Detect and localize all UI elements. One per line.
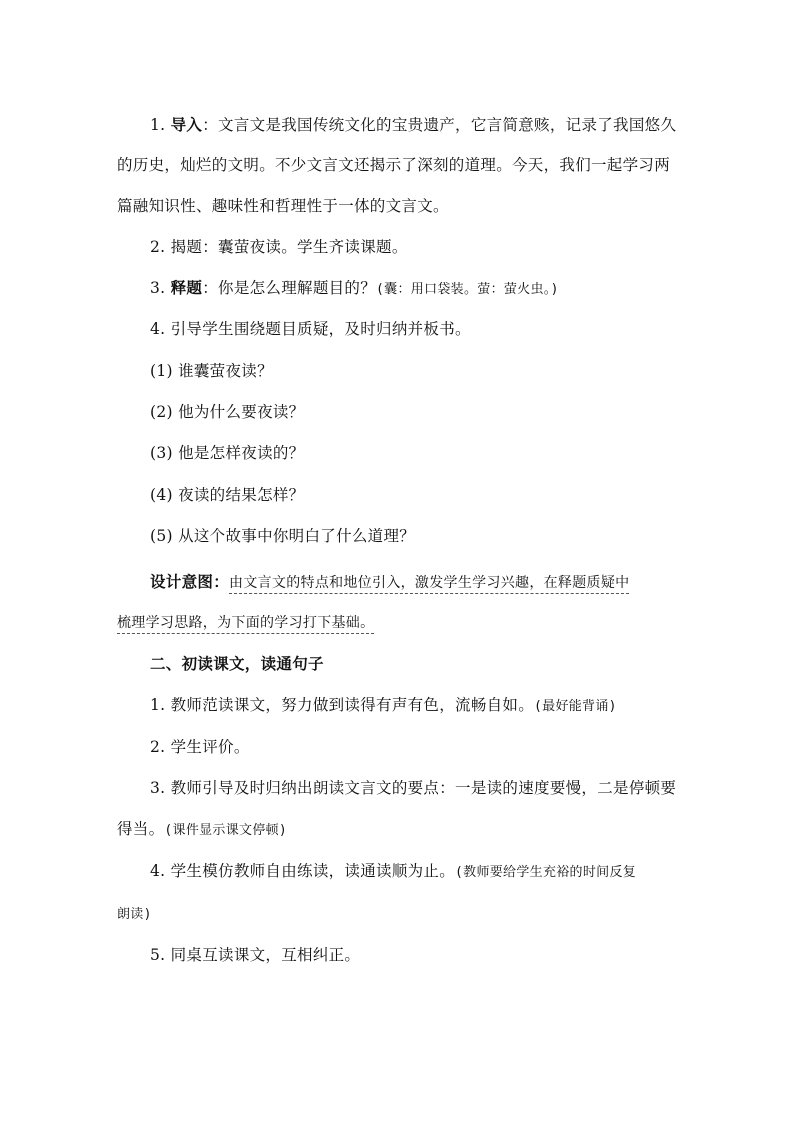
section-2-item-2: 2. 学生评价。 — [150, 738, 250, 756]
section-2-item-4-text-1: 4. 学生模仿教师自由练读，读通读顺为止。 — [150, 862, 456, 880]
intro-line-3: 篇融知识性、趣味性和哲理性于一体的文言文。 — [117, 197, 449, 215]
explain-text: ：你是怎么理解题目的？ — [202, 279, 377, 297]
intro-label: 导入 — [170, 115, 203, 134]
explain-topic — [150, 278, 730, 300]
section-2-item-4-line-1 — [150, 861, 730, 883]
intro-number: 1. — [150, 116, 166, 134]
design-intent-text-1: 由文言文的特点和地位引入，激发学生学习兴趣，在释题质疑中 — [229, 575, 629, 594]
explain-note: (囊：用口袋装。萤：萤火虫。) — [376, 282, 559, 297]
section-2-heading: 二、初读课文，读通句子 — [150, 654, 324, 673]
guide-line: 4. 引导学生围绕题目质疑，及时归纳并板书。 — [150, 320, 471, 338]
question-item-2: (2) 他为什么要夜读？ — [150, 403, 305, 421]
section-2-item-3-text-2: 得当。 — [117, 820, 165, 838]
section-2-item-4-text-2: 朗读) — [117, 907, 152, 922]
design-intent-text-2: 梳理学习思路，为下面的学习打下基础。 — [117, 615, 374, 634]
intro-text-1: 文言文是我国传统文化的宝贵遗产，它言简意赅，记录了我国悠久 — [218, 116, 677, 134]
section-2-item-1 — [150, 695, 730, 717]
question-item-5: (5) 从这个故事中你明白了什么道理？ — [150, 527, 416, 545]
explain-label: 释题 — [170, 278, 203, 297]
section-2-item-5: 5. 同桌互读课文，互相纠正。 — [150, 946, 361, 964]
intro-line-1 — [150, 115, 730, 135]
section-2-item-1-text: 1. 教师范读课文，努力做到读得有声有色，流畅自如。 — [150, 696, 535, 714]
question-item-1: (1) 谁囊萤夜读？ — [150, 362, 273, 380]
question-item-4: (4) 夜读的结果怎样？ — [150, 486, 305, 504]
section-2-item-3-line-2 — [117, 819, 697, 841]
section-2-item-3-note: (课件显示课文停顿) — [164, 823, 288, 838]
section-2-item-3-line-1: 3. 教师引导及时归纳出朗读文言文的要点：一是读的速度要慢，二是停顿要 — [150, 779, 677, 797]
design-intent-line-1 — [150, 572, 730, 593]
reveal-topic: 2. 揭题：囊萤夜读。学生齐读课题。 — [150, 238, 408, 256]
design-intent-label: 设计意图： — [150, 572, 230, 591]
explain-number: 3. — [150, 279, 166, 297]
section-2-item-1-note: (最好能背诵) — [534, 699, 617, 714]
question-item-3: (3) 他是怎样夜读的？ — [150, 444, 305, 462]
design-intent-line-2 — [117, 612, 697, 633]
intro-line-2: 的历史，灿烂的文明。不少文言文还揭示了深刻的道理。今天，我们一起学习两 — [117, 156, 671, 174]
intro-colon: ： — [202, 116, 219, 134]
section-2-item-4-line-2 — [117, 903, 697, 925]
section-2-item-4-note: (教师要给学生充裕的时间反复 — [455, 865, 637, 880]
